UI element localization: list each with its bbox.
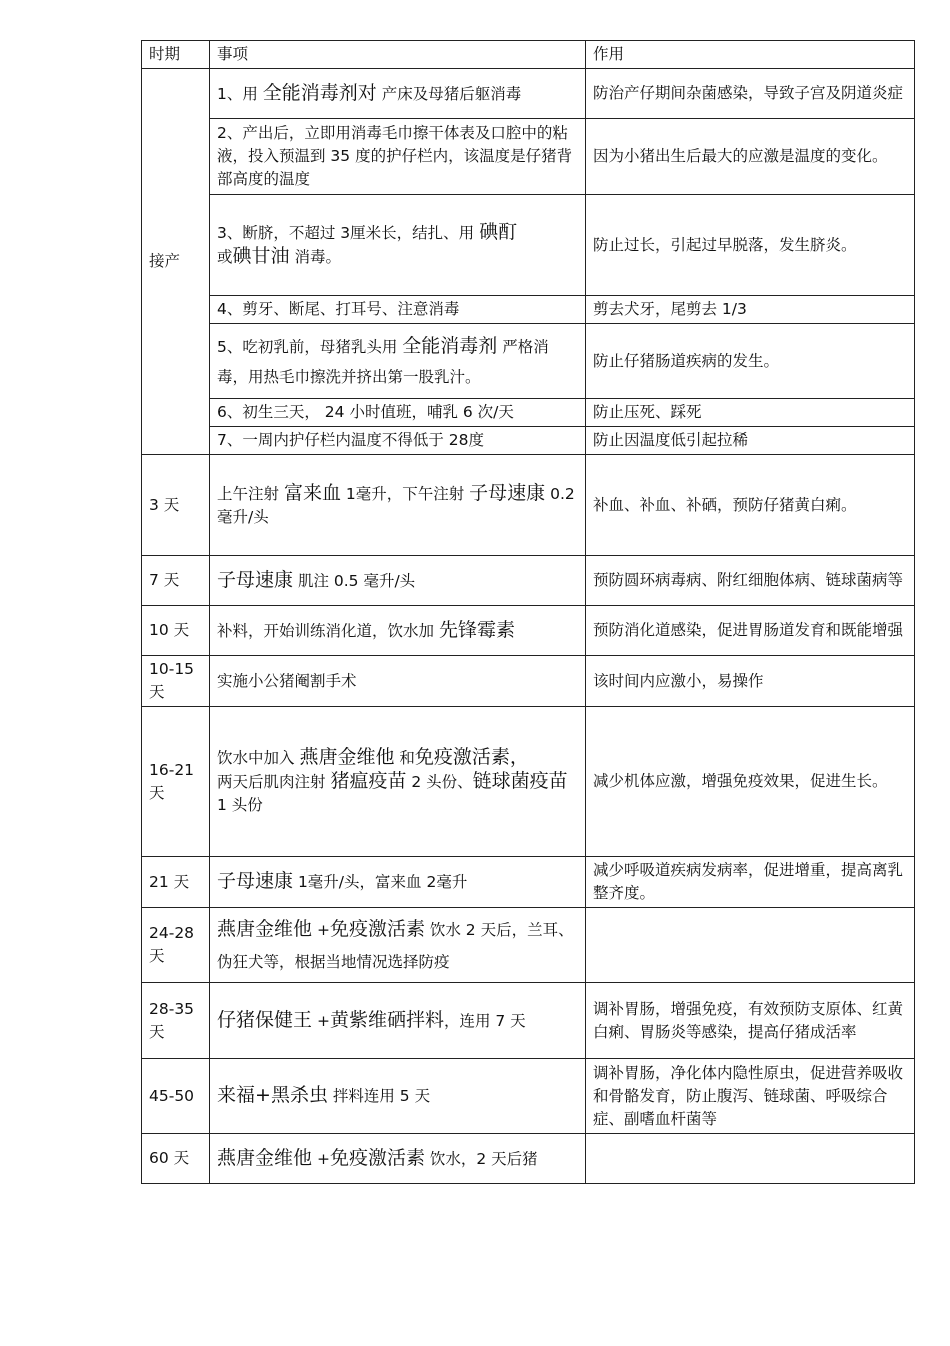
- header-item: 事项: [210, 41, 586, 69]
- item-cell: 6、初生三天， 24 小时值班，哺乳 6 次/天: [210, 399, 586, 427]
- period-cell: 10-15天: [142, 656, 210, 707]
- item-cell: 7、一周内护仔栏内温度不得低于 28度: [210, 427, 586, 455]
- item-cell: 仔猪保健王 +黄紫维硒拌料，连用 7 天: [210, 983, 586, 1059]
- effect-cell: 防止过长，引起过早脱落，发生脐炎。: [586, 195, 915, 296]
- table-row: [142, 983, 915, 1059]
- effect-cell: 防止仔猪肠道疾病的发生。: [586, 324, 915, 399]
- effect-cell: 预防圆环病毒病、附红细胞体病、链球菌病等: [586, 556, 915, 606]
- effect-cell: 补血、补血、补硒，预防仔猪黄白痢。: [586, 455, 915, 556]
- table-row: [142, 195, 915, 296]
- table-row: [142, 399, 915, 427]
- period-cell: 7 天: [142, 556, 210, 606]
- header-period: 时期: [142, 41, 210, 69]
- period-cell: 接产: [142, 69, 210, 455]
- table-row: [142, 606, 915, 656]
- effect-cell: [586, 908, 915, 983]
- item-cell: 上午注射 富来血 1毫升，下午注射 子母速康 0.2 毫升/头: [210, 455, 586, 556]
- item-cell: 燕唐金维他 +免疫激活素 饮水，2 天后猪: [210, 1134, 586, 1184]
- item-cell: 子母速康 1毫升/头，富来血 2毫升: [210, 857, 586, 908]
- period-cell: 3 天: [142, 455, 210, 556]
- table-row: [142, 455, 915, 556]
- table-row: [142, 556, 915, 606]
- item-cell: 实施小公猪阉割手术: [210, 656, 586, 707]
- item-cell: 补料，开始训练消化道，饮水加 先锋霉素: [210, 606, 586, 656]
- effect-cell: 该时间内应激小，易操作: [586, 656, 915, 707]
- effect-cell: 剪去犬牙，尾剪去 1/3: [586, 296, 915, 324]
- period-cell: 45-50: [142, 1059, 210, 1134]
- table-row: [142, 707, 915, 857]
- period-cell: 16-21天: [142, 707, 210, 857]
- period-cell: 24-28天: [142, 908, 210, 983]
- vaccination-schedule-table: [141, 40, 915, 1184]
- period-cell: 28-35天: [142, 983, 210, 1059]
- effect-cell: 防止压死、踩死: [586, 399, 915, 427]
- item-cell: 子母速康 肌注 0.5 毫升/头: [210, 556, 586, 606]
- item-cell: 5、吃初乳前，母猪乳头用 全能消毒剂 严格消毒，用热毛巾擦洗并挤出第一股乳汁。: [210, 324, 586, 399]
- effect-cell: [586, 1134, 915, 1184]
- effect-cell: 防止因温度低引起拉稀: [586, 427, 915, 455]
- effect-cell: 因为小猪出生后最大的应激是温度的变化。: [586, 119, 915, 195]
- item-cell: 1、用 全能消毒剂对 产床及母猪后躯消毒: [210, 69, 586, 119]
- item-cell: 饮水中加入 燕唐金维他 和免疫激活素， 两天后肌肉注射 猪瘟疫苗 2 头份、链球菌疫苗 1 头份: [210, 707, 586, 857]
- effect-cell: 调补胃肠，增强免疫，有效预防支原体、红黄白痢、胃肠炎等感染，提高仔猪成活率: [586, 983, 915, 1059]
- effect-cell: 减少机体应激，增强免疫效果，促进生长。: [586, 707, 915, 857]
- effect-cell: 调补胃肠，净化体内隐性原虫，促进营养吸收和骨骼发育，防止腹泻、链球菌、呼吸综合症、副嗜血杆菌等: [586, 1059, 915, 1134]
- table-row: [142, 427, 915, 455]
- table-row: [142, 656, 915, 707]
- table-row: [142, 1134, 915, 1184]
- period-cell: 21 天: [142, 857, 210, 908]
- item-cell: 3、断脐，不超过 3厘米长，结扎、用 碘酊 或碘甘油 消毒。: [210, 195, 586, 296]
- table-row: [142, 69, 915, 119]
- header-row: [142, 41, 915, 69]
- item-cell: 2、产出后，立即用消毒毛巾擦干体表及口腔中的粘液，投入预温到 35 度的护仔栏内，该温度是仔猪背部高度的温度: [210, 119, 586, 195]
- effect-cell: 减少呼吸道疾病发病率，促进增重，提高离乳整齐度。: [586, 857, 915, 908]
- effect-cell: 预防消化道感染，促进胃肠道发育和既能增强: [586, 606, 915, 656]
- table-row: [142, 1059, 915, 1134]
- period-cell: 10 天: [142, 606, 210, 656]
- item-cell: 来福+黑杀虫 拌料连用 5 天: [210, 1059, 586, 1134]
- table-row: [142, 324, 915, 399]
- table-row: [142, 857, 915, 908]
- effect-cell: 防治产仔期间杂菌感染，导致子宫及阴道炎症: [586, 69, 915, 119]
- period-cell: 60 天: [142, 1134, 210, 1184]
- header-effect: 作用: [586, 41, 915, 69]
- item-cell: 4、剪牙、断尾、打耳号、注意消毒: [210, 296, 586, 324]
- table-row: [142, 119, 915, 195]
- item-cell: 燕唐金维他 +免疫激活素 饮水 2 天后，兰耳、伪狂犬等，根据当地情况选择防疫: [210, 908, 586, 983]
- table-row: [142, 296, 915, 324]
- table-row: [142, 908, 915, 983]
